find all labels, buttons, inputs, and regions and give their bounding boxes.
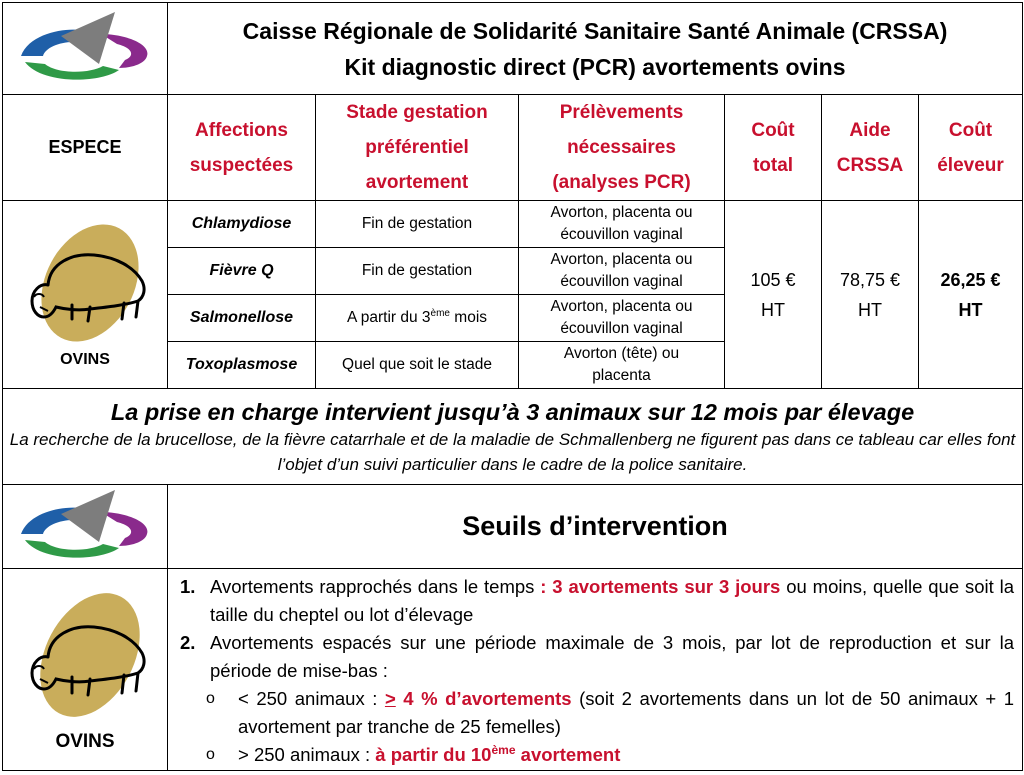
cout-total-value: 105 € (750, 269, 796, 290)
affection-toxoplasmose: Toxoplasmose (168, 342, 316, 389)
rule-2-sub-2: o > 250 animaux : à partir du 10ème avortement (206, 742, 621, 765)
cout-eleveur-unit: HT (958, 299, 983, 320)
rule-1-highlight: : 3 avortements sur 3 jours (534, 576, 781, 597)
affection-chlamydiose: Chlamydiose (168, 201, 316, 248)
col-cout-eleveur: Coût éleveur (919, 95, 1023, 201)
stade-toxoplasmose: Quel que soit le stade (316, 342, 519, 389)
title-line-1: Caisse Régionale de Solidarité Sanitaire Santé Animale (CRSSA) (242, 17, 948, 44)
seuils-title: Seuils d’intervention (462, 511, 728, 541)
logo-cell (3, 3, 168, 95)
col-aide-crssa: Aide CRSSA (822, 95, 919, 201)
stade-salmonellose: A partir du 3ème mois (316, 295, 519, 342)
title-line-2: Kit diagnostic direct (PCR) avortements ovins (344, 53, 846, 80)
rule-2-sub-1: o < 250 animaux : > 4 % d’avortements (soit 2 avortements dans un lot de 50 animaux + 1 avortement par tranche de 25 femelles) (206, 688, 1015, 737)
notice-sub: La recherche de la brucellose, de la fièvre catarrhale et de la maladie de Schmallenberg ne figurent pas dans ce tableau car elles font l’objet d’un suivi particulier dans le cadre de la police sanitaire. (9, 429, 1016, 474)
crssa-logo-icon (15, 486, 155, 562)
prelevement-line: écouvillon vaginal (560, 226, 683, 243)
col-stade: Stade gestation préférentiel avortement (316, 95, 519, 201)
cout-eleveur-value: 26,25 € (940, 269, 1001, 290)
cout-total-unit: HT (761, 299, 785, 320)
prelevement-line: Avorton, placenta ou (550, 251, 693, 268)
rule-2: 2. Avortements espacés sur une période maximale de 3 mois, par lot de reproduction et sur la période de mise-bas : (180, 632, 1015, 681)
col-prelevements: Prélèvements nécessaires (analyses PCR) (519, 95, 725, 201)
prelevement-line: écouvillon vaginal (560, 320, 683, 337)
col-espece: ESPECE (48, 137, 122, 157)
col-affections: Affections suspectées (168, 95, 316, 201)
crssa-document (2, 2, 1023, 771)
prelevement-line: placenta (592, 367, 651, 384)
prelevement-line: Avorton, placenta ou (550, 298, 693, 315)
prelevement-line: écouvillon vaginal (560, 273, 683, 290)
prelevement-line: Avorton (tête) ou (563, 345, 680, 362)
aide-crssa-unit: HT (858, 299, 882, 320)
sheep-icon (20, 587, 150, 727)
affection-fievre-q: Fièvre Q (168, 248, 316, 295)
species-label: OVINS (60, 350, 110, 368)
stade-chlamydiose: Fin de gestation (316, 201, 519, 248)
prelevement-line: Avorton, placenta ou (550, 204, 693, 221)
affection-salmonellose: Salmonellose (168, 295, 316, 342)
crssa-logo-icon (15, 8, 155, 84)
col-cout-total: Coût total (725, 95, 822, 201)
notice-main: La prise en charge intervient jusqu’à 3 animaux sur 12 mois par élevage (110, 398, 915, 425)
species-label: OVINS (55, 730, 115, 752)
stade-fievre-q: Fin de gestation (316, 248, 519, 295)
logo-cell (3, 485, 168, 569)
sheep-icon (20, 221, 150, 349)
aide-crssa-value: 78,75 € (839, 269, 901, 290)
table-row (3, 201, 1023, 248)
rule-1: 1. Avortements rapprochés dans le temps : 3 avortements sur 3 jours ou moins, quelle que soit la taille du cheptel ou lot d’élevage (180, 576, 1015, 625)
